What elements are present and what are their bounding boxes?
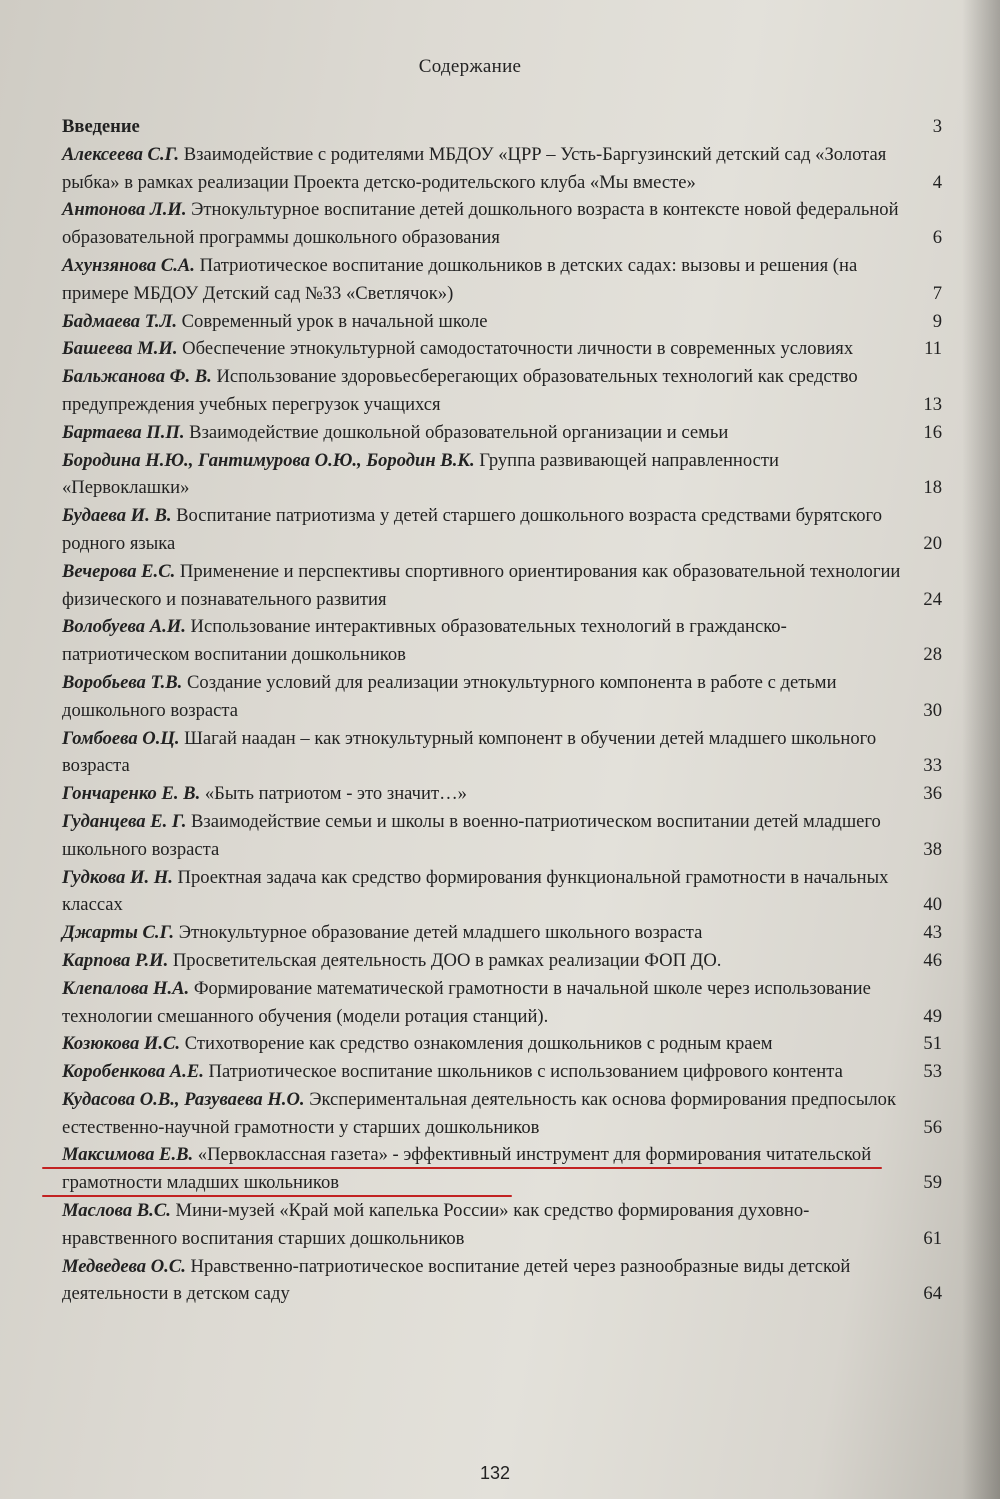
page-number: 132 xyxy=(479,1463,511,1483)
toc-entry xyxy=(62,919,952,947)
toc-entry-author: Медведева О.С. xyxy=(62,1255,186,1277)
toc-entry-text xyxy=(62,502,902,558)
toc-entry-page: 40 xyxy=(923,894,942,916)
toc-entry-page: 9 xyxy=(932,310,942,332)
toc-entry xyxy=(62,1141,952,1197)
toc-entry-author: Антонова Л.И. xyxy=(62,199,187,221)
toc-entry xyxy=(62,502,952,558)
toc-entry-page: 3 xyxy=(932,116,942,137)
toc-entry-author: Маслова В.С. xyxy=(62,1200,171,1222)
toc-entry-author: Вечерова Е.С. xyxy=(62,560,176,582)
toc-entry-author: Башеева М.И. xyxy=(62,338,178,360)
toc-intro-title: Введение xyxy=(62,116,140,137)
toc-entry-page: 4 xyxy=(932,171,942,193)
toc-entry-page: 38 xyxy=(923,838,942,860)
toc-entry xyxy=(62,1030,952,1058)
toc-entry xyxy=(62,808,952,864)
toc-entry-author: Гудкова И. Н. xyxy=(62,866,173,888)
toc-entry-text xyxy=(62,252,902,308)
toc-entry-text xyxy=(62,669,902,725)
toc-entry-author: Максимова Е.В. xyxy=(62,1144,194,1166)
toc-entry-text xyxy=(62,447,902,503)
toc-entry-text xyxy=(62,808,902,864)
toc-entry-page: 24 xyxy=(923,588,942,610)
toc-entry-title: Обеспечение этнокультурной самодостаточности личности в современных условиях xyxy=(177,338,854,360)
toc-entry-title: Стихотворение как средство ознакомления дошкольников с родным краем xyxy=(180,1033,773,1055)
toc-entry-author: Ахунзянова С.А. xyxy=(62,254,195,276)
toc-entry-author: Бородина Н.Ю., Гантимурова О.Ю., Бородин В.К. xyxy=(62,449,475,471)
toc-entry-page: 56 xyxy=(923,1116,942,1138)
toc-entry-page: 53 xyxy=(923,1061,942,1083)
toc-entry-title: Использование интерактивных образовательных технологий в гражданско-патриотическом воспитании дошкольников xyxy=(62,616,787,666)
toc-entry xyxy=(62,1086,952,1142)
toc-entry-title: «Первоклассная газета» - эффективный инструмент для формирования читательской грамотности младших школьников xyxy=(62,1144,872,1194)
toc-entry-title: Этнокультурное воспитание детей дошкольного возраста в контексте новой федеральной образовательной программы дошкольного образования xyxy=(62,199,899,249)
red-underline xyxy=(42,1167,882,1169)
toc-entry-text xyxy=(62,558,902,614)
toc-entry xyxy=(62,864,952,920)
toc-entry xyxy=(62,113,952,141)
toc-entry-title: Этнокультурное образование детей младшего школьного возраста xyxy=(174,922,703,944)
toc-entry-author: Бадмаева Т.Л. xyxy=(62,310,177,332)
toc-entry xyxy=(62,308,952,336)
toc-entry-text xyxy=(62,975,902,1031)
table-of-contents xyxy=(62,113,952,1308)
toc-entry-text xyxy=(62,308,902,336)
toc-entry-author: Коробенкова А.Е. xyxy=(62,1061,204,1083)
toc-entry-page: 30 xyxy=(923,699,942,721)
toc-entry-author: Бартаева П.П. xyxy=(62,421,185,443)
toc-entry-text xyxy=(62,1058,902,1086)
toc-entry-text xyxy=(62,1030,902,1058)
toc-entry xyxy=(62,669,952,725)
toc-entry-page: 51 xyxy=(923,1033,942,1055)
toc-entry-page: 64 xyxy=(923,1283,942,1305)
toc-entry-page: 33 xyxy=(923,755,942,777)
toc-entry-text xyxy=(62,1197,902,1253)
toc-entry-page: 16 xyxy=(923,421,942,443)
toc-entry-page: 13 xyxy=(923,393,942,415)
toc-entry-title: Группа развивающей направленности «Первоклашки» xyxy=(62,449,779,499)
toc-entry-author: Воробьева Т.В. xyxy=(62,671,183,693)
toc-entry-text xyxy=(62,419,902,447)
toc-entry-author: Гомбоева О.Ц. xyxy=(62,727,180,749)
toc-entry-author: Клепалова Н.А. xyxy=(62,977,190,999)
toc-entry xyxy=(62,725,952,781)
toc-entry-text xyxy=(62,947,902,975)
toc-entry-title: Мини-музей «Край мой капелька России» как средство формирования духовно-нравственного воспитания старших дошкольников xyxy=(62,1200,810,1249)
toc-entry xyxy=(62,419,952,447)
toc-entry-title: Взаимодействие семьи и школы в военно-патриотическом воспитании детей младшего школьного возраста xyxy=(62,810,881,860)
toc-entry-author: Карпова Р.И. xyxy=(62,949,169,971)
toc-entry-title: «Быть патриотом - это значит…» xyxy=(200,783,467,805)
toc-entry-title: Шагай наадан – как этнокультурный компонент в обучении детей младшего школьного возраста xyxy=(62,727,877,777)
toc-entry-page: 6 xyxy=(932,227,942,249)
toc-entry-page: 59 xyxy=(923,1172,942,1194)
toc-entry xyxy=(62,363,952,419)
toc-entry-title: Нравственно-патриотическое воспитание детей через разнообразные виды детской деятельности в детском саду xyxy=(62,1255,851,1305)
toc-entry xyxy=(62,196,952,252)
toc-entry-author: Гончаренко Е. В. xyxy=(62,783,201,805)
toc-entry-page: 43 xyxy=(923,922,942,944)
toc-entry-text xyxy=(62,1253,902,1309)
toc-entry-author: Волобуева А.И. xyxy=(62,616,186,638)
toc-entry-text xyxy=(62,613,902,669)
toc-entry-title: Просветительская деятельность ДОО в рамках реализации ФОП ДО. xyxy=(168,949,722,971)
toc-entry-author: Будаева И. В. xyxy=(62,505,172,527)
toc-entry-title: Патриотическое воспитание школьников с использованием цифрового контента xyxy=(203,1061,843,1083)
toc-entry-text xyxy=(62,141,902,197)
toc-entry-title: Патриотическое воспитание дошкольников в детских садах: вызовы и решения (на примере МБДОУ Детский сад №33 «Светлячок») xyxy=(62,254,858,304)
toc-entry xyxy=(62,558,952,614)
toc-entry-text xyxy=(62,113,902,141)
toc-entry xyxy=(62,613,952,669)
toc-entry-title: Применение и перспективы спортивного ориентирования как образовательной технологии физического и познавательного развития xyxy=(62,560,901,610)
toc-entry-text xyxy=(62,335,902,363)
toc-entry-text xyxy=(62,919,902,947)
toc-entry-author: Козюкова И.С. xyxy=(62,1033,181,1055)
toc-entry-title: Формирование математической грамотности в начальной школе через использование технологии смешанного обучения (модели ротация станций). xyxy=(62,977,871,1027)
toc-entry-title: Проектная задача как средство формирования функциональной грамотности в начальных классах xyxy=(62,866,889,916)
toc-entry-title: Взаимодействие дошкольной образовательной организации и семьи xyxy=(184,421,729,443)
toc-entry-title: Использование здоровьесберегающих образовательных технологий как средство предупреждения учебных перегрузок учащихся xyxy=(62,366,858,415)
toc-entry-title: Создание условий для реализации этнокультурного компонента в работе с детьми дошкольного возраста xyxy=(62,671,837,721)
contents-heading: Содержание xyxy=(418,56,522,77)
toc-entry-page: 20 xyxy=(923,532,942,554)
red-underline xyxy=(42,1195,512,1197)
toc-entry-page: 36 xyxy=(923,783,942,805)
toc-entry-page: 18 xyxy=(923,477,942,499)
toc-entry-page: 61 xyxy=(923,1227,942,1249)
toc-entry-title: Современный урок в начальной школе xyxy=(177,310,488,332)
toc-entry-page: 7 xyxy=(932,282,942,304)
toc-entry-author: Гуданцева Е. Г. xyxy=(62,810,187,832)
toc-entry xyxy=(62,1197,952,1253)
toc-entry-text xyxy=(62,780,902,808)
toc-entry-page: 49 xyxy=(923,1005,942,1027)
toc-entry-page: 46 xyxy=(923,949,942,971)
toc-entry xyxy=(62,1253,952,1309)
toc-entry-text xyxy=(62,1086,902,1142)
toc-entry-author: Кудасова О.В., Разуваева Н.О. xyxy=(62,1088,305,1110)
toc-entry-text xyxy=(62,363,902,419)
toc-entry-text xyxy=(62,196,902,252)
toc-entry xyxy=(62,947,952,975)
toc-entry-title: Экспериментальная деятельность как основа формирования предпосылок естественно-научной грамотности у старших дошкольников xyxy=(62,1088,896,1138)
toc-entry-text xyxy=(62,864,902,920)
page-edge-shadow xyxy=(962,0,1000,1499)
toc-entry-author: Бальжанова Ф. В. xyxy=(62,366,212,388)
toc-entry-text xyxy=(62,1141,902,1197)
toc-entry xyxy=(62,141,952,197)
toc-entry xyxy=(62,252,952,308)
toc-entry-author: Джарты С.Г. xyxy=(62,922,175,944)
toc-entry-page: 11 xyxy=(924,338,942,360)
toc-entry-author: Алексеева С.Г. xyxy=(62,143,180,165)
toc-entry-title: Взаимодействие с родителями МБДОУ «ЦРР – Усть-Баргузинский детский сад «Золотая рыбка» в рамках реализации Проекта детско-родительского клуба «Мы вместе» xyxy=(62,143,887,193)
toc-entry-title: Воспитание патриотизма у детей старшего дошкольного возраста средствами бурятского родного языка xyxy=(62,505,882,554)
toc-entry-page: 28 xyxy=(923,644,942,666)
toc-entry xyxy=(62,447,952,503)
toc-entry xyxy=(62,780,952,808)
toc-entry xyxy=(62,335,952,363)
toc-entry-text xyxy=(62,725,902,781)
toc-entry xyxy=(62,1058,952,1086)
toc-entry xyxy=(62,975,952,1031)
